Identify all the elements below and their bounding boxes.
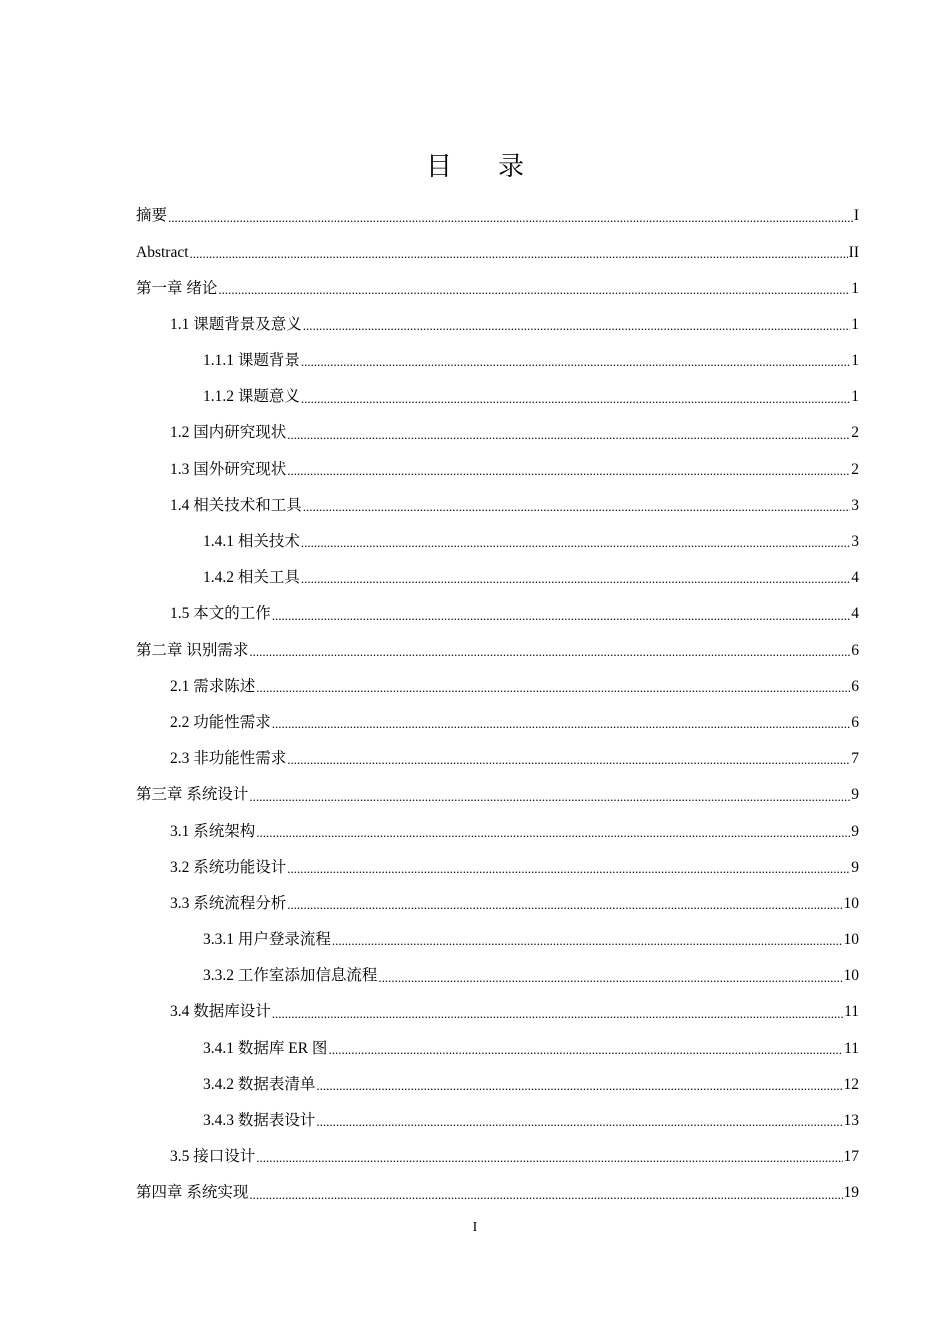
toc-entry[interactable] bbox=[136, 198, 859, 234]
toc-entry[interactable] bbox=[136, 1103, 859, 1139]
toc-entry[interactable] bbox=[136, 451, 859, 487]
toc-entry-page: 6 bbox=[851, 641, 859, 659]
toc-leader-dots bbox=[303, 500, 850, 513]
toc-entry[interactable] bbox=[136, 596, 859, 632]
toc-entry[interactable] bbox=[136, 343, 859, 379]
toc-entry-page: 9 bbox=[851, 822, 859, 840]
toc-entry[interactable] bbox=[136, 777, 859, 813]
toc-entry-label: 摘要 bbox=[136, 207, 168, 225]
toc-leader-dots bbox=[378, 971, 842, 984]
toc-entry-label: 1.3 国外研究现状 bbox=[170, 460, 287, 478]
toc-leader-dots bbox=[272, 717, 850, 730]
toc-entry-page: 9 bbox=[851, 786, 859, 804]
toc-entry-label: 第三章 系统设计 bbox=[136, 786, 249, 804]
toc-entry[interactable] bbox=[136, 524, 859, 560]
toc-entry[interactable] bbox=[136, 234, 859, 270]
toc-leader-dots bbox=[287, 753, 850, 766]
toc-entry-page: 3 bbox=[851, 533, 859, 551]
toc-entry-label: 第二章 识别需求 bbox=[136, 641, 249, 659]
toc-leader-dots bbox=[249, 1188, 842, 1201]
toc-leader-dots bbox=[332, 934, 843, 947]
toc-entry-label: 3.1 系统架构 bbox=[170, 822, 256, 840]
toc-entry[interactable] bbox=[136, 270, 859, 306]
page-number: I bbox=[472, 1220, 478, 1235]
toc-leader-dots bbox=[190, 247, 848, 260]
toc-entry-label: 3.4.2 数据表清单 bbox=[203, 1075, 316, 1093]
toc-leader-dots bbox=[256, 681, 850, 694]
toc-entry[interactable] bbox=[136, 488, 859, 524]
toc-entry-label: 1.1 课题背景及意义 bbox=[170, 315, 302, 333]
table-of-contents bbox=[136, 198, 859, 1211]
toc-entry[interactable] bbox=[136, 379, 859, 415]
toc-entry-page: 6 bbox=[851, 677, 859, 695]
toc-entry[interactable] bbox=[136, 632, 859, 668]
toc-entry[interactable] bbox=[136, 1139, 859, 1175]
toc-leader-dots bbox=[301, 572, 850, 585]
toc-leader-dots bbox=[249, 645, 850, 658]
toc-leader-dots bbox=[256, 1151, 842, 1164]
toc-entry-page: 19 bbox=[843, 1184, 859, 1202]
toc-entry-label: 3.3.1 用户登录流程 bbox=[203, 931, 331, 949]
toc-leader-dots bbox=[272, 1007, 843, 1020]
toc-entry[interactable] bbox=[136, 922, 859, 958]
toc-leader-dots bbox=[287, 898, 842, 911]
toc-entry-page: 4 bbox=[851, 569, 859, 587]
toc-entry[interactable] bbox=[136, 886, 859, 922]
toc-entry-page: 7 bbox=[851, 750, 859, 768]
toc-entry-label: 3.3 系统流程分析 bbox=[170, 894, 287, 912]
toc-leader-dots bbox=[256, 826, 850, 839]
toc-entry[interactable] bbox=[136, 705, 859, 741]
toc-entry-label: 1.1.2 课题意义 bbox=[203, 388, 300, 406]
toc-entry-page: 2 bbox=[851, 424, 859, 442]
page-title-char-1: 目 bbox=[425, 152, 452, 182]
toc-entry-label: 2.2 功能性需求 bbox=[170, 713, 271, 731]
toc-entry[interactable] bbox=[136, 813, 859, 849]
toc-entry[interactable] bbox=[136, 741, 859, 777]
toc-entry[interactable] bbox=[136, 1067, 859, 1103]
toc-entry-page: 11 bbox=[844, 1003, 859, 1021]
toc-entry-label: 2.3 非功能性需求 bbox=[170, 750, 287, 768]
toc-entry[interactable] bbox=[136, 307, 859, 343]
page-title bbox=[0, 146, 950, 183]
toc-entry-label: 1.4.1 相关技术 bbox=[203, 533, 300, 551]
toc-entry-page: 6 bbox=[851, 713, 859, 731]
toc-entry-label: 3.4 数据库设计 bbox=[170, 1003, 271, 1021]
toc-entry-page: 11 bbox=[844, 1039, 859, 1057]
toc-entry-label: 1.4 相关技术和工具 bbox=[170, 496, 302, 514]
page-title-char-2: 录 bbox=[498, 152, 525, 182]
toc-leader-dots bbox=[287, 862, 850, 875]
toc-entry-label: 1.2 国内研究现状 bbox=[170, 424, 287, 442]
toc-entry[interactable] bbox=[136, 668, 859, 704]
toc-leader-dots bbox=[328, 1043, 843, 1056]
toc-entry-page: 13 bbox=[843, 1112, 859, 1130]
toc-entry-label: 第一章 绪论 bbox=[136, 279, 218, 297]
toc-leader-dots bbox=[287, 464, 850, 477]
toc-entry-page: 4 bbox=[851, 605, 859, 623]
toc-entry-page: II bbox=[848, 243, 859, 261]
toc-entry[interactable] bbox=[136, 415, 859, 451]
toc-leader-dots bbox=[218, 283, 850, 296]
toc-entry-label: 3.4.1 数据库 ER 图 bbox=[203, 1039, 328, 1057]
toc-entry-page: 10 bbox=[843, 894, 859, 912]
toc-entry-label: 3.3.2 工作室添加信息流程 bbox=[203, 967, 378, 985]
toc-leader-dots bbox=[303, 319, 850, 332]
toc-leader-dots bbox=[301, 355, 850, 368]
toc-entry-page: 2 bbox=[851, 460, 859, 478]
toc-entry-label: 1.1.1 课题背景 bbox=[203, 352, 300, 370]
toc-entry[interactable] bbox=[136, 1175, 859, 1211]
toc-leader-dots bbox=[168, 211, 853, 224]
toc-entry-label: 第四章 系统实现 bbox=[136, 1184, 249, 1202]
toc-leader-dots bbox=[249, 790, 850, 803]
toc-entry-label: 1.5 本文的工作 bbox=[170, 605, 271, 623]
toc-entry-label: 1.4.2 相关工具 bbox=[203, 569, 300, 587]
toc-entry-label: 3.4.3 数据表设计 bbox=[203, 1112, 316, 1130]
toc-leader-dots bbox=[301, 536, 850, 549]
toc-entry[interactable] bbox=[136, 849, 859, 885]
toc-leader-dots bbox=[316, 1115, 842, 1128]
toc-entry-page: 10 bbox=[843, 967, 859, 985]
toc-entry-label: 3.2 系统功能设计 bbox=[170, 858, 287, 876]
toc-entry[interactable] bbox=[136, 1030, 859, 1066]
toc-entry-page: 9 bbox=[851, 858, 859, 876]
toc-entry-label: 2.1 需求陈述 bbox=[170, 677, 256, 695]
toc-leader-dots bbox=[301, 392, 850, 405]
toc-entry-page: 12 bbox=[843, 1075, 859, 1093]
toc-entry-label: Abstract bbox=[136, 243, 189, 261]
toc-leader-dots bbox=[287, 428, 850, 441]
toc-entry[interactable] bbox=[136, 560, 859, 596]
toc-entry-page: I bbox=[853, 207, 859, 225]
toc-leader-dots bbox=[272, 609, 850, 622]
toc-entry-page: 3 bbox=[851, 496, 859, 514]
toc-entry[interactable] bbox=[136, 958, 859, 994]
toc-entry-page: 1 bbox=[851, 315, 859, 333]
toc-entry-page: 1 bbox=[851, 352, 859, 370]
toc-entry-page: 17 bbox=[843, 1148, 859, 1166]
toc-entry-page: 1 bbox=[851, 388, 859, 406]
toc-leader-dots bbox=[316, 1079, 842, 1092]
toc-entry-label: 3.5 接口设计 bbox=[170, 1148, 256, 1166]
toc-entry[interactable] bbox=[136, 994, 859, 1030]
toc-entry-page: 1 bbox=[851, 279, 859, 297]
toc-entry-page: 10 bbox=[843, 931, 859, 949]
